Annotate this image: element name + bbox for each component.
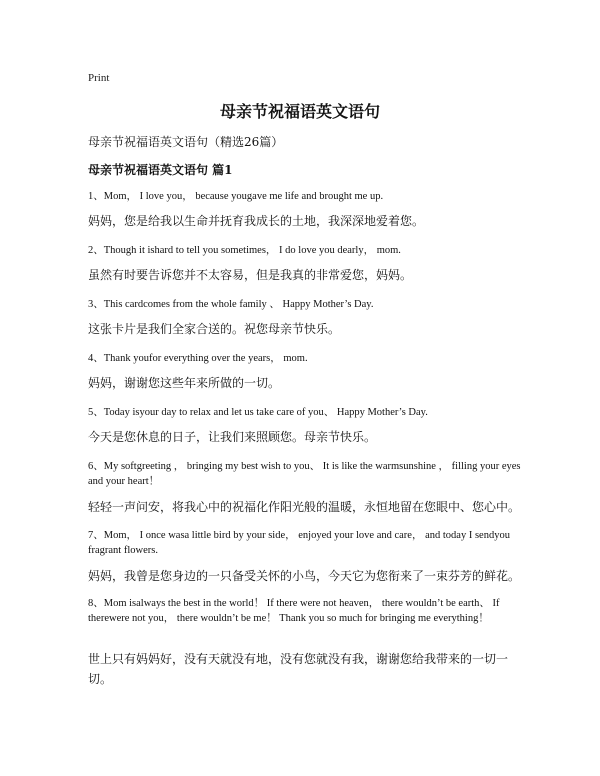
entry-5-english: 5、Today isyour day to relax and let us take care of you、 Happy Mother’s Day.: [88, 407, 428, 418]
entry-1-english: 1、Mom， I love you， because yougave me life and brought me up.: [88, 191, 384, 202]
entry-8-english: 8、Mom isalways the best in the world！ If there were not heaven， there wouldn’t be earth、 If therewere not you， there wouldn’t be me！ Thank you so much for bringing me everything！: [88, 598, 500, 624]
entry-4-chinese: 妈妈，谢谢您这些年来所做的一切。: [88, 376, 281, 390]
print-link[interactable]: Print: [88, 72, 110, 84]
entry-7-chinese: 妈妈，我曾是您身边的一只备受关怀的小鸟，今天它为您衔来了一束芬芳的鲜花。: [88, 569, 521, 583]
entry-8-chinese: 世上只有妈妈好，没有天就没有地，没有您就没有我，谢谢您给我带来的一切一切。: [88, 652, 509, 686]
entry-7-english: 7、Mom， I once wasa little bird by your side， enjoyed your love and care， and today I sendyou fragrant flowers.: [88, 530, 510, 556]
entry-6-chinese: 轻轻一声问安，将我心中的祝福化作阳光般的温暖，永恒地留在您眼中、您心中。: [88, 500, 521, 514]
entry-6-english: 6、My softgreeting ， bringing my best wish to you、 It is like the warmsunshine ， filling your eyes and your heart！: [88, 461, 521, 487]
entry-2-chinese: 虽然有时要告诉您并不太容易，但是我真的非常爱您，妈妈。: [88, 268, 413, 282]
entry-3-english: 3、This cardcomes from the whole family 、 Happy Mother’s Day.: [88, 299, 374, 310]
subtitle: 母亲节祝福语英文语句（精选26篇）: [88, 135, 284, 149]
entry-5-chinese: 今天是您休息的日子，让我们来照顾您。母亲节快乐。: [88, 430, 377, 444]
entry-2-english: 2、Though it ishard to tell you sometimes， I do love you dearly， mom.: [88, 245, 401, 256]
entry-4-english: 4、Thank youfor everything over the years， mom.: [88, 353, 308, 364]
entry-3-chinese: 这张卡片是我们全家合送的。祝您母亲节快乐。: [88, 322, 341, 336]
entry-1-chinese: 妈妈，您是给我以生命并抚育我成长的土地，我深深地爱着您。: [88, 214, 425, 228]
page-title: 母亲节祝福语英文语句: [219, 102, 380, 121]
section-title: 母亲节祝福语英文语句 篇1: [88, 163, 233, 177]
